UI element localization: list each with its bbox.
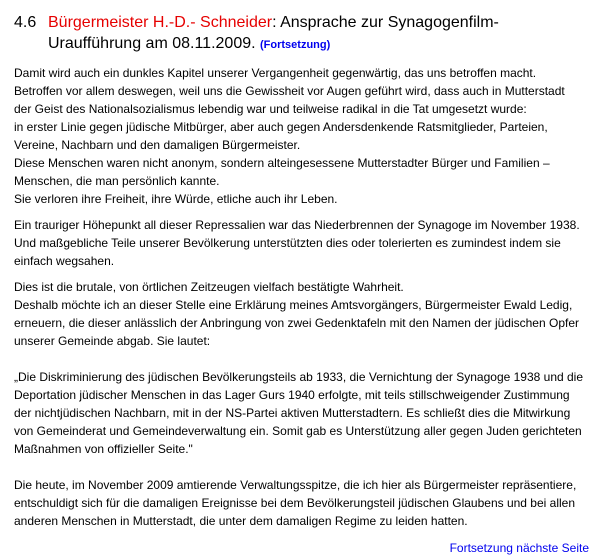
speaker-name: Bürgermeister H.-D.- Schneider (48, 14, 273, 31)
section-number: 4.6 (14, 14, 37, 31)
text-line: anderen Menschen in Mutterstadt, die unter dem damaligen Regime zu leiden hatten. (14, 514, 468, 528)
text-line: Die heute, im November 2009 amtierende Verwaltungsspitze, die ich hier als Bürgermeister repräsentiere, (14, 478, 577, 492)
text-line: Ein trauriger Höhepunkt all dieser Repressalien war das Niederbrennen der Synagoge im November 1938. (14, 218, 580, 232)
paragraph-2 (14, 216, 594, 270)
section-heading (14, 12, 594, 56)
text-line: Vereine, Nachbarn und den damaligen Bürgermeister. (14, 138, 301, 152)
text-line: Betroffen vor allem deswegen, weil uns die Gewissheit vor Augen geführt wird, dass auch in Mutterstadt (14, 84, 565, 98)
title-rest: : Ansprache zur Synagogenfilm- (272, 14, 499, 31)
text-line: Maßnahmen von offizieller Seite." (14, 442, 193, 456)
text-line: einfach wegsahen. (14, 254, 115, 268)
continuation-label: (Fortsetzung) (260, 39, 331, 51)
text-line: Menschen, die man persönlich kannte. (14, 174, 220, 188)
quote-paragraph (14, 368, 594, 458)
text-line: Deshalb möchte ich an dieser Stelle eine Erklärung meines Amtsvorgängers, Bürgermeister Ewald Ledig, (14, 298, 573, 312)
paragraph-1 (14, 64, 594, 208)
text-line: von Gemeinderat und Gemeindeverwaltung ein. Somit gab es Unterstützung aller gegen Juden gerichteten (14, 424, 582, 438)
next-page-link[interactable]: Fortsetzung nächste Seite (449, 541, 589, 555)
text-line: Damit wird auch ein dunkles Kapitel unserer Vergangenheit gegenwärtig, das uns betroffen macht. (14, 66, 537, 80)
section-title (48, 12, 594, 56)
paragraph-3 (14, 278, 594, 350)
text-line: Diese Menschen waren nicht anonym, sondern alteingesessene Mutterstadter Bürger und Familien – (14, 156, 550, 170)
text-line: erneuern, die dieser anlässlich der Anbringung von zwei Gedenktafeln mit den Namen der jüdischen Opfer (14, 316, 579, 330)
text-line: Und maßgebliche Teile unserer Bevölkerung unterstützten dies oder tolerierten es zumindest indem sie (14, 236, 561, 250)
text-line: in erster Linie gegen jüdische Mitbürger, aber auch gegen Andersdenkende Ratsmitglieder, Parteien, (14, 120, 548, 134)
text-line: der nichtjüdischen Nachbarn, mit in der NS-Partei aktiven Mutterstadtern. Es schließt dies die Mitwirkung (14, 406, 571, 420)
text-line: der Geist des Nationalsozialismus lebendig war und teilweise radikal in die Tat umgesetzt wurde: (14, 102, 527, 116)
title-line-2: Uraufführung am 08.11.2009. (48, 35, 256, 52)
text-line: Sie verloren ihre Freiheit, ihre Würde, etliche auch ihr Leben. (14, 192, 338, 206)
paragraph-5 (14, 476, 594, 530)
text-line: Deportation jüdischer Menschen in das Lager Gurs 1940 erfolgte, mit teils stillschweigender Zustimmung (14, 388, 570, 402)
text-line: unserer Gemeinde abgab. Sie lautet: (14, 334, 211, 348)
text-line: entschuldigt sich für die damaligen Ereignisse bei dem Bevölkerungsteil jüdischen Glaubens und bei allen (14, 496, 576, 510)
text-line: Dies ist die brutale, von örtlichen Zeitzeugen vielfach bestätigte Wahrheit. (14, 280, 404, 294)
text-line: „Die Diskriminierung des jüdischen Bevölkerungsteils ab 1933, die Vernichtung der Synagoge 1938 und die (14, 370, 584, 384)
speech-body (14, 64, 594, 538)
